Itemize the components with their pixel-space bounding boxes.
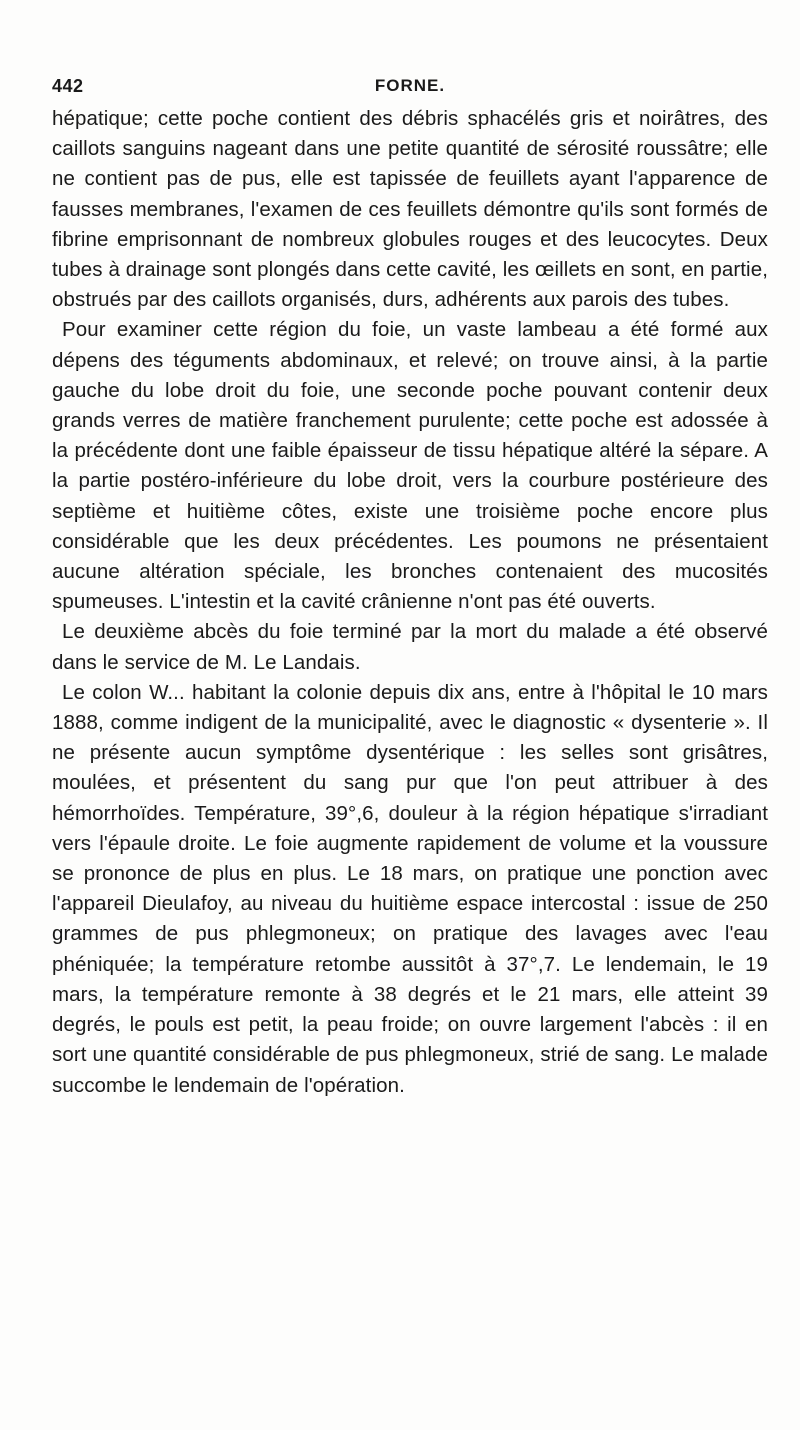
page-header (52, 76, 768, 102)
page-number: 442 (52, 76, 84, 96)
paragraph-continued: hépatique; cette poche contient des débris sphacélés gris et noirâtres, des caillots sanguins nageant dans une petite quantité de sérosité roussâtre; elle ne contient pas de pus, elle est tapissée de feuillets ayant l'apparence de fausses membranes, l'examen de ces feuillets démontre qu'ils sont formés de fibrine emprisonnant de nombreux globules rouges et des leucocytes. Deux tubes à drainage sont plongés dans cette cavité, les œillets en sont, en partie, obstrués par des caillots organisés, durs, adhérents aux parois des tubes. (52, 107, 768, 312)
paragraph-case-history: Le colon W... habitant la colonie depuis dix ans, entre à l'hôpital le 10 mars 1888, comme indigent de la municipalité, avec le diagnostic « dysenterie ». Il ne présente aucun symptôme dysentérique : les selles sont grisâtres, moulées, et présentent du sang pur que l'on peut attribuer à des hémorrhoïdes. Température, 39°,6, douleur à la région hépatique s'irradiant vers l'épaule droite. Le foie augmente rapidement de volume et la voussure se prononce de plus en plus. Le 18 mars, on pratique une ponction avec l'appareil Dieulafoy, au niveau du huitième espace intercostal : issue de 250 grammes de pus phlegmoneux; on pratique des lavages avec l'eau phéniquée; la température retombe aussitôt à 37°,7. Le lendemain, le 19 mars, la température remonte à 38 degrés et le 21 mars, elle atteint 39 degrés, le pouls est petit, la peau froide; on ouvre largement l'abcès : il en sort une quantité considérable de pus phlegmoneux, strié de sang. Le malade succombe le lendemain de l'opération. (52, 680, 768, 1097)
running-title: FORNE. (374, 76, 446, 95)
paragraph-second-abscess: Le deuxième abcès du foie terminé par la mort du malade a été observé dans le service de M. Le Landais. (52, 620, 768, 674)
body-text (52, 104, 768, 1101)
paragraph-autopsy: Pour examiner cette région du foie, un vaste lambeau a été formé aux dépens des téguments abdominaux, et relevé; on trouve ainsi, à la partie gauche du lobe droit du foie, une seconde poche pouvant contenir deux grands verres de matière franchement purulente; cette poche est adossée à la précédente dont une faible épaisseur de tissu hépatique altéré la sépare. A la partie postéro-inférieure du lobe droit, vers la courbure postérieure des septième et huitième côtes, existe une troisième poche encore plus considérable que les deux précédentes. Les poumons ne présentaient aucune altération spéciale, les bronches contenaient des mucosités spumeuses. L'intestin et la cavité crânienne n'ont pas été ouverts. (52, 318, 768, 614)
